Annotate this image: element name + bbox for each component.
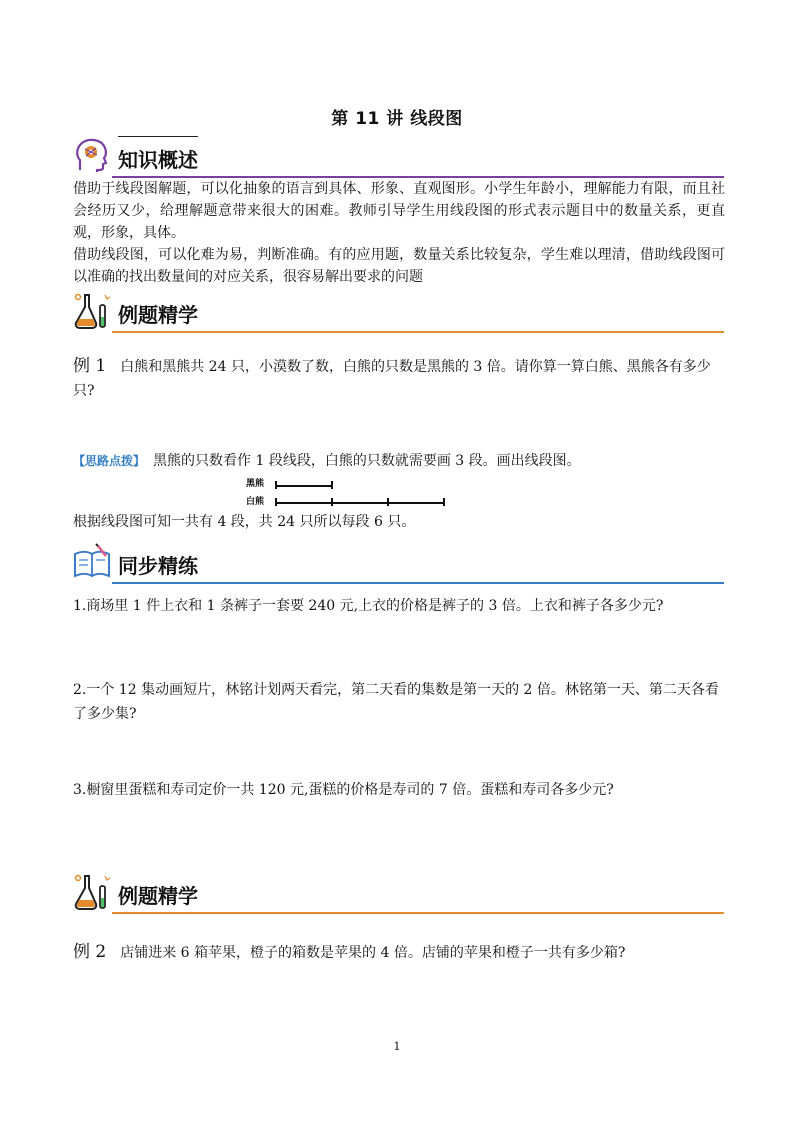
section-header-practice bbox=[72, 542, 724, 584]
section-title: 例题精学 bbox=[118, 303, 198, 327]
practice-question-2: 2.一个 12 集动画短片，林铭计划两天看完，第二天看的集数是第一天的 2 倍。林铭第一天、第二天各看了多少集? bbox=[73, 682, 719, 722]
example-2-question bbox=[73, 940, 728, 965]
segment-diagram bbox=[246, 476, 456, 510]
white-bear-label: 白熊 bbox=[246, 497, 265, 507]
section-header-overview bbox=[72, 136, 724, 178]
practice-question-1: 1.商场里 1 件上衣和 1 条裤子一套要 240 元,上衣的价格是裤子的 3 倍。上衣和裤子各多少元? bbox=[73, 598, 664, 614]
segment-bars bbox=[272, 476, 452, 510]
hint-text: 黑熊的只数看作 1 段线段，白熊的只数就需要画 3 段。画出线段图。 bbox=[153, 453, 581, 469]
section-rule bbox=[112, 582, 724, 584]
hint-tag: 【思路点拨】 bbox=[73, 454, 146, 468]
example-1-conclusion: 根据线段图可知一共有 4 段，共 24 只所以每段 6 只。 bbox=[73, 514, 416, 530]
brain-head-icon bbox=[72, 136, 112, 176]
section-title: 知识概述 bbox=[118, 148, 198, 172]
overview-paragraph-1: 借助于线段图解题，可以化抽象的语言到具体、形象、直观图形。小学生年龄小，理解能力有限，而且社会经历又少，给理解题意带来很大的困难。教师引导学生用线段图的形式表示题目中的数量关系，更直观，形象，具体。 bbox=[73, 181, 725, 241]
section-rule bbox=[112, 331, 724, 333]
example-text: 白熊和黑熊共 24 只，小漠数了数，白熊的只数是黑熊的 3 倍。请你算一算白熊、黑熊各有多少只? bbox=[73, 359, 711, 399]
overview-paragraph-2: 借助线段图，可以化难为易，判断准确。有的应用题，数量关系比较复杂，学生难以理清，借助线段图可以准确的找出数量间的对应关系，很容易解出要求的问题 bbox=[73, 247, 725, 285]
open-book-icon bbox=[72, 542, 112, 582]
section-header-example bbox=[72, 291, 724, 333]
section-title: 例题精学 bbox=[118, 884, 198, 908]
practice-question-3: 3.橱窗里蛋糕和寿司定价一共 120 元,蛋糕的价格是寿司的 7 倍。蛋糕和寿司各多少元? bbox=[73, 782, 614, 798]
section-title: 同步精练 bbox=[118, 554, 198, 578]
page-number: 1 bbox=[393, 1040, 401, 1053]
page-title: 第 11 讲 线段图 bbox=[331, 109, 463, 129]
flask-icon bbox=[72, 291, 112, 331]
example-label: 例 1 bbox=[73, 356, 107, 376]
example-label: 例 2 bbox=[73, 942, 107, 962]
flask-icon bbox=[72, 872, 112, 912]
example-1-question bbox=[73, 354, 728, 403]
section-rule bbox=[112, 912, 724, 914]
example-text: 店铺进来 6 箱苹果，橙子的箱数是苹果的 4 倍。店铺的苹果和橙子一共有多少箱? bbox=[120, 945, 626, 961]
section-top-rule bbox=[118, 136, 198, 137]
white-bear-bar bbox=[276, 498, 444, 506]
black-bear-label: 黑熊 bbox=[246, 479, 265, 489]
section-header-example-2 bbox=[72, 872, 724, 914]
example-1-hint bbox=[73, 449, 728, 473]
black-bear-bar bbox=[276, 481, 332, 489]
